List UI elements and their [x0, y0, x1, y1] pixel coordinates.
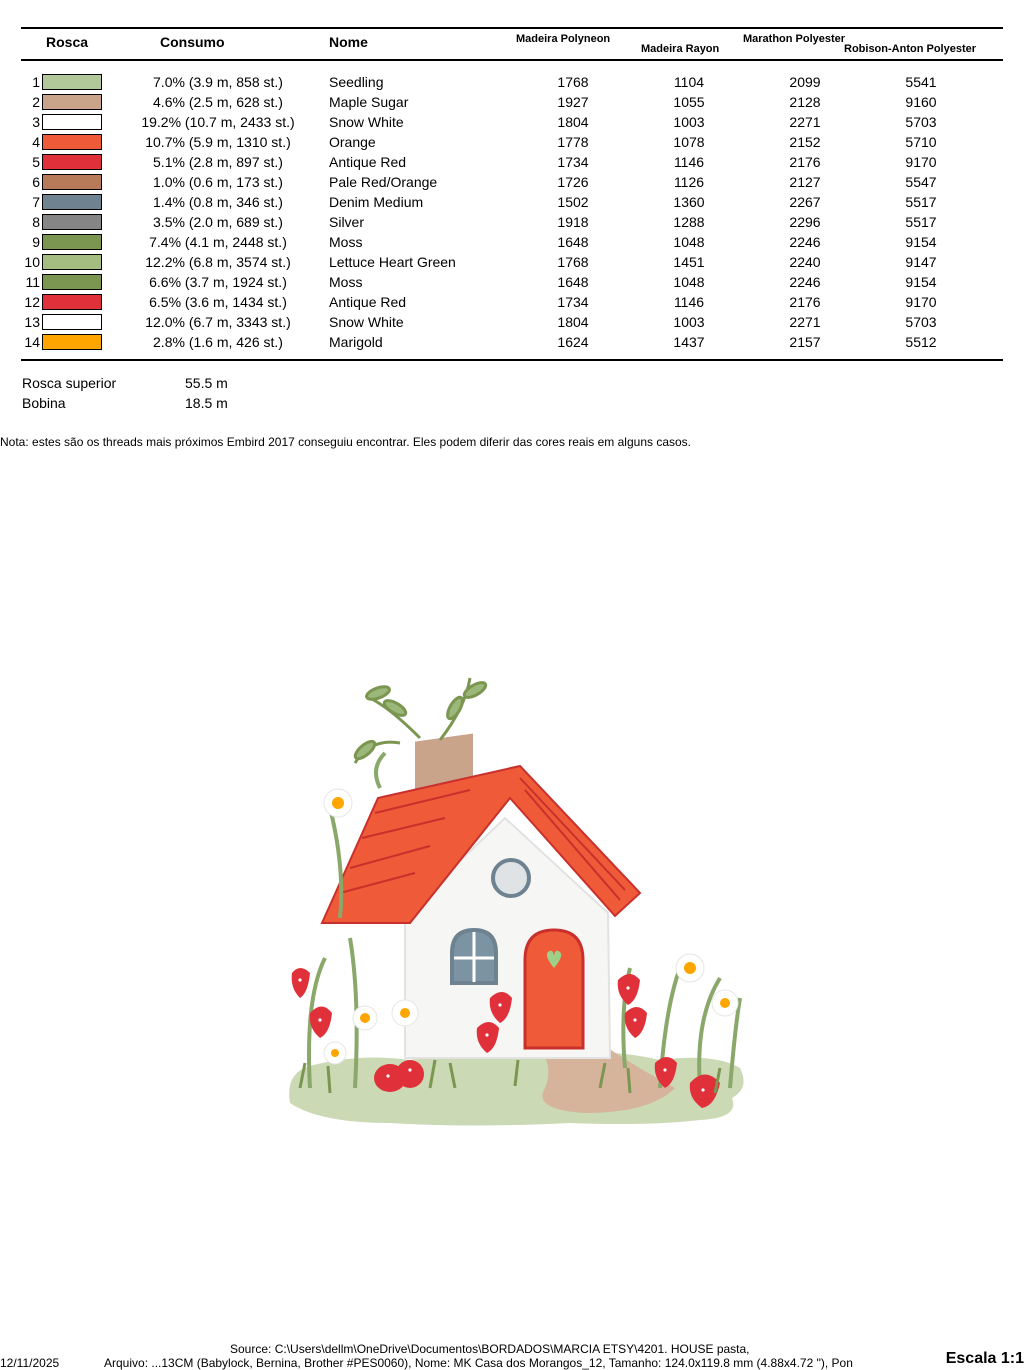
robison-anton-polyester-code: 5703 — [905, 114, 937, 130]
col-header-usage: Consumo — [160, 34, 225, 50]
thread-usage: 10.7% (5.9 m, 1310 st.) — [145, 134, 291, 150]
robison-anton-polyester-code: 5517 — [905, 194, 937, 210]
thread-color-swatch — [42, 194, 102, 210]
thread-name: Snow White — [329, 314, 404, 330]
thread-usage: 6.5% (3.6 m, 1434 st.) — [149, 294, 287, 310]
footer-source: Source: C:\Users\dellm\OneDrive\Documentos\BORDADOS\MARCIA ETSY\4201. HOUSE pasta, — [230, 1342, 750, 1356]
thread-number: 13 — [24, 314, 40, 330]
table-row — [0, 92, 1024, 112]
thread-number: 12 — [24, 294, 40, 310]
thread-number: 5 — [32, 154, 40, 170]
thread-usage: 7.0% (3.9 m, 858 st.) — [153, 74, 283, 90]
thread-usage: 12.2% (6.8 m, 3574 st.) — [145, 254, 291, 270]
thread-name: Moss — [329, 274, 363, 290]
col-header-madeira-polyneon: Madeira Polyneon — [516, 33, 611, 45]
scale-label: Escala 1:1 — [945, 1350, 1024, 1367]
col-header-madeira-rayon: Madeira Rayon — [641, 43, 720, 55]
madeira-polyneon-code: 1768 — [557, 254, 589, 270]
marathon-polyester-code: 2099 — [789, 74, 821, 90]
thread-usage: 3.5% (2.0 m, 689 st.) — [153, 214, 283, 230]
table-row — [0, 132, 1024, 152]
marathon-polyester-code: 2176 — [789, 154, 821, 170]
thread-number: 2 — [32, 94, 40, 110]
thread-number: 1 — [32, 74, 40, 90]
thread-color-swatch — [42, 174, 102, 190]
robison-anton-polyester-code: 5512 — [905, 334, 937, 350]
madeira-polyneon-code: 1624 — [557, 334, 589, 350]
marathon-polyester-code: 2152 — [789, 134, 821, 150]
thread-number: 8 — [32, 214, 40, 230]
thread-color-swatch — [42, 114, 102, 130]
madeira-rayon-code: 1048 — [673, 274, 705, 290]
col-header-robison-anton-polyester: Robison-Anton Polyester — [844, 43, 977, 55]
madeira-rayon-code: 1360 — [673, 194, 705, 210]
thread-usage: 1.4% (0.8 m, 346 st.) — [153, 194, 283, 210]
footer-file-info: Arquivo: ...13CM (Babylock, Bernina, Brother #PES0060), Nome: MK Casa dos Morangos_12, Tamanho: 124.0x119.8 mm (4.88x4.72 "), Pon — [104, 1356, 853, 1370]
thread-number: 3 — [32, 114, 40, 130]
robison-anton-polyester-code: 5703 — [905, 314, 937, 330]
madeira-rayon-code: 1146 — [673, 154, 705, 170]
table-top-rule — [21, 27, 1003, 29]
table-row — [0, 192, 1024, 212]
madeira-rayon-code: 1003 — [673, 314, 705, 330]
marathon-polyester-code: 2296 — [789, 214, 821, 230]
thread-name: Lettuce Heart Green — [329, 254, 456, 270]
bobbin-value: 18.5 m — [185, 395, 228, 411]
table-row — [0, 272, 1024, 292]
robison-anton-polyester-code: 5517 — [905, 214, 937, 230]
thread-color-swatch — [42, 94, 102, 110]
header-bottom-rule — [21, 59, 1003, 61]
robison-anton-polyester-code: 9147 — [905, 254, 937, 270]
thread-color-swatch — [42, 274, 102, 290]
thread-name: Denim Medium — [329, 194, 424, 210]
thread-color-swatch — [42, 234, 102, 250]
madeira-polyneon-code: 1734 — [557, 154, 589, 170]
madeira-polyneon-code: 1734 — [557, 294, 589, 310]
madeira-polyneon-code: 1648 — [557, 234, 589, 250]
table-bottom-rule — [21, 359, 1003, 361]
thread-name: Antique Red — [329, 294, 407, 310]
marathon-polyester-code: 2240 — [789, 254, 821, 270]
thread-name: Antique Red — [329, 154, 407, 170]
thread-number: 11 — [25, 274, 40, 290]
col-header-name: Nome — [329, 34, 368, 50]
table-row — [0, 72, 1024, 92]
thread-color-swatch — [42, 214, 102, 230]
robison-anton-polyester-code: 5710 — [905, 134, 937, 150]
thread-number: 14 — [24, 334, 40, 350]
table-row — [0, 292, 1024, 312]
robison-anton-polyester-code: 9154 — [905, 274, 937, 290]
robison-anton-polyester-code: 5541 — [905, 74, 937, 90]
marathon-polyester-code: 2246 — [789, 274, 821, 290]
madeira-polyneon-code: 1927 — [557, 94, 589, 110]
thread-color-swatch — [42, 334, 102, 350]
thread-usage: 6.6% (3.7 m, 1924 st.) — [149, 274, 287, 290]
top-thread-value: 55.5 m — [185, 375, 228, 391]
marathon-polyester-code: 2271 — [789, 314, 821, 330]
thread-name: Orange — [329, 134, 376, 150]
robison-anton-polyester-code: 9160 — [905, 94, 937, 110]
robison-anton-polyester-code: 9154 — [905, 234, 937, 250]
thread-name: Moss — [329, 234, 363, 250]
marathon-polyester-code: 2271 — [789, 114, 821, 130]
table-row — [0, 312, 1024, 332]
col-header-marathon-polyester: Marathon Polyester — [743, 33, 846, 45]
front-door — [525, 930, 583, 1048]
madeira-polyneon-code: 1768 — [557, 74, 589, 90]
thread-name: Maple Sugar — [329, 94, 409, 110]
thread-color-swatch — [42, 74, 102, 90]
table-row — [0, 332, 1024, 352]
madeira-polyneon-code: 1502 — [557, 194, 589, 210]
thread-color-swatch — [42, 254, 102, 270]
table-row — [0, 252, 1024, 272]
marathon-polyester-code: 2176 — [789, 294, 821, 310]
madeira-rayon-code: 1003 — [673, 114, 705, 130]
table-row — [0, 112, 1024, 132]
thread-color-swatch — [42, 294, 102, 310]
madeira-polyneon-code: 1804 — [557, 314, 589, 330]
madeira-polyneon-code: 1726 — [557, 174, 589, 190]
thread-number: 9 — [32, 234, 40, 250]
round-window — [493, 860, 529, 896]
madeira-polyneon-code: 1648 — [557, 274, 589, 290]
table-row — [0, 152, 1024, 172]
bobbin-label: Bobina — [22, 395, 66, 411]
marathon-polyester-code: 2157 — [789, 334, 821, 350]
robison-anton-polyester-code: 5547 — [905, 174, 937, 190]
thread-name: Seedling — [329, 74, 384, 90]
thread-number: 6 — [32, 174, 40, 190]
thread-usage: 7.4% (4.1 m, 2448 st.) — [149, 234, 287, 250]
thread-number: 7 — [32, 194, 40, 210]
madeira-polyneon-code: 1918 — [557, 214, 589, 230]
table-row — [0, 172, 1024, 192]
thread-usage: 5.1% (2.8 m, 897 st.) — [153, 154, 283, 170]
thread-number: 10 — [24, 254, 40, 270]
madeira-rayon-code: 1104 — [673, 74, 705, 90]
thread-color-swatch — [42, 154, 102, 170]
thread-usage: 2.8% (1.6 m, 426 st.) — [153, 334, 283, 350]
madeira-rayon-code: 1048 — [673, 234, 705, 250]
madeira-polyneon-code: 1778 — [557, 134, 589, 150]
madeira-polyneon-code: 1804 — [557, 114, 589, 130]
marathon-polyester-code: 2246 — [789, 234, 821, 250]
table-row — [0, 232, 1024, 252]
madeira-rayon-code: 1126 — [673, 174, 705, 190]
madeira-rayon-code: 1437 — [673, 334, 705, 350]
marathon-polyester-code: 2127 — [789, 174, 821, 190]
robison-anton-polyester-code: 9170 — [905, 294, 937, 310]
footer-date: 12/11/2025 — [0, 1356, 60, 1370]
thread-number: 4 — [32, 134, 40, 150]
thread-color-swatch — [42, 314, 102, 330]
embroidery-design-preview — [270, 668, 760, 1133]
madeira-rayon-code: 1146 — [673, 294, 705, 310]
thread-name: Pale Red/Orange — [329, 174, 438, 190]
thread-usage: 1.0% (0.6 m, 173 st.) — [153, 174, 283, 190]
robison-anton-polyester-code: 9170 — [905, 154, 937, 170]
thread-name: Silver — [329, 214, 365, 230]
thread-name: Marigold — [329, 334, 383, 350]
note-text: Nota: estes são os threads mais próximos Embird 2017 conseguiu encontrar. Eles podem diferir das cores reais em alguns casos. — [0, 435, 692, 449]
madeira-rayon-code: 1288 — [673, 214, 705, 230]
marathon-polyester-code: 2267 — [789, 194, 821, 210]
madeira-rayon-code: 1055 — [673, 94, 705, 110]
thread-usage: 19.2% (10.7 m, 2433 st.) — [141, 114, 295, 130]
table-row — [0, 212, 1024, 232]
thread-usage: 12.0% (6.7 m, 3343 st.) — [145, 314, 291, 330]
madeira-rayon-code: 1451 — [673, 254, 705, 270]
top-thread-label: Rosca superior — [22, 375, 117, 391]
thread-usage: 4.6% (2.5 m, 628 st.) — [153, 94, 283, 110]
marathon-polyester-code: 2128 — [789, 94, 821, 110]
thread-name: Snow White — [329, 114, 404, 130]
thread-color-swatch — [42, 134, 102, 150]
col-header-thread: Rosca — [46, 34, 89, 50]
madeira-rayon-code: 1078 — [673, 134, 705, 150]
